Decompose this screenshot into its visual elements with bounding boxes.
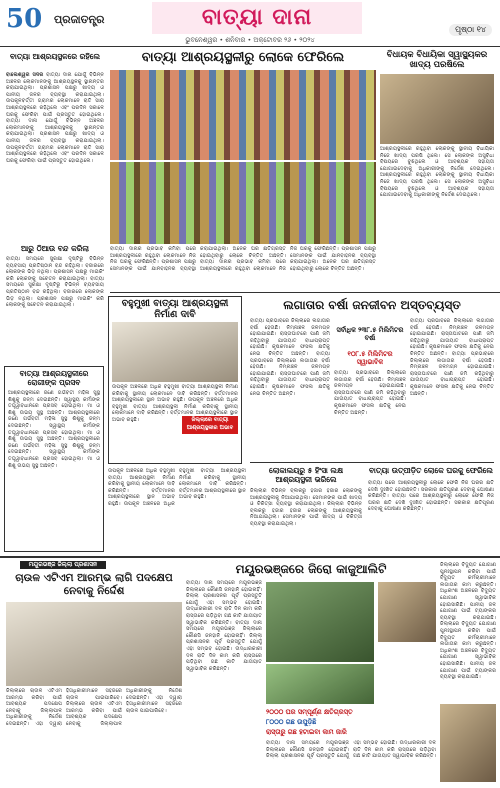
- lead-text-cont: ବାତ୍ୟା ଦାନାର ପ୍ରଭାବ କମିବା ପରେ ଆଶ୍ରୟସ୍ଥଳୀରେ ରହୁଥିବା ଲୋକମାନେ ନିଜ ନିଜ ଘରକୁ ଫେରିଛନ୍ତି। ପ୍ରଶାସନ ପକ୍ଷରୁ ସେମାନଙ୍କ ପାଇଁ ଯାନବାହନର ବ୍ୟବସ୍ଥା କରାଯାଇଥିଲା। ଅନେକ ଘର କ୍ଷତିଗ୍ରସ୍ତ ହୋଇଥିବାରୁ ଲୋକେ ଚିନ୍ତିତ ଅଛନ୍ତି।: [200, 246, 376, 272]
- rain-text-cont: ବାତ୍ୟା ପ୍ରଭାବରେ ଜିଲ୍ଲାରେ ଲଗାତାର ବର୍ଷା ହେଉଛି। ନିମ୍ନାଞ୍ଚଳ ଜଳମଗ୍ନ ହୋଇଯାଇଛି। ରାସ୍ତାଘାଟରେ ପାଣି ଜମି ରହିଥିବାରୁ ଯାତାୟାତ ବାଧାପ୍ରାପ୍ତ ହୋଇଛି। କୃଷକମାନେ ଫସଲ କ୍ଷତିକୁ ନେଇ ଚିନ୍ତିତ ଅଛନ୍ତି।: [250, 350, 330, 397]
- rain-text: ବାତ୍ୟା ପ୍ରଭାବରେ ଜିଲ୍ଲାରେ ଲଗାତାର ବର୍ଷା ହେଉଛି। ନିମ୍ନାଞ୍ଚଳ ଜଳମଗ୍ନ ହୋଇଯାଇଛି। ରାସ୍ତାଘାଟରେ ପାଣି ଜମି ରହିଥିବାରୁ ଯାତାୟାତ ବାଧାପ୍ରାପ୍ତ ହୋଇଛି। କୃଷକମାନେ ଫସଲ କ୍ଷତିକୁ ନେଇ ଚିନ୍ତିତ ଅଛନ୍ତି।: [250, 318, 330, 357]
- page-number: ପୃଷ୍ଠା ୧୪: [449, 24, 492, 36]
- bottom-lead-headline: ମୟୂରଭଞ୍ଜରେ ଜିରୋ କାଜୁଆଲିଟି: [235, 562, 387, 576]
- right-col-text-cont: ଜିଲ୍ଲାରେ ବିଦ୍ୟୁତ ଯୋଗାଣ ପୁନଃସ୍ଥାପନ କରିବା ପାଇଁ ବିଦ୍ୟୁତ କର୍ମଚାରୀମାନେ ଲଗାତାର କାମ କରୁଛନ୍ତି। ଅଧିକାଂଶ ଅଞ୍ଚଳରେ ବିଦ୍ୟୁତ ଯୋଗାଣ ସ୍ୱାଭାବିକ ହୋଇସାରିଛି। ପାନୀୟ ଜଳ ଯୋଗାଣ ପାଇଁ ଟ୍ୟାଙ୍କର ବ୍ୟବସ୍ଥା କରାଯାଇଛି।: [440, 621, 496, 681]
- shelter2-text-cont: ଜିଲ୍ଲାର ବିଭିନ୍ନ ବ୍ଲକରୁ ହଜାର ହଜାର ଲୋକଙ୍କୁ ଆଶ୍ରୟସ୍ଥଳୀକୁ ନିଆଯାଇଥିଲା। ସେମାନଙ୍କ ପାଇଁ ଖାଦ୍ୟ ଓ ଚିକିତ୍ସା ବ୍ୟବସ୍ଥା କରାଯାଇଥିଲା।: [250, 501, 362, 527]
- masthead: [0, 0, 500, 44]
- rain-headline: ଲଗାତାର ବର୍ଷା ଜନଜୀବନ ଅସ୍ତବ୍ୟସ୍ତ: [283, 298, 461, 312]
- bottom-lead-photo-3: [378, 582, 436, 642]
- left-mid-text: ବାତ୍ୟା ସମୟରେ ସୁରକ୍ଷା ଦୃଷ୍ଟିରୁ ବିଭିନ୍ନ ବ୍ୟବସାୟ ପ୍ରତିଷ୍ଠାନ ବନ୍ଦ ରହିଥିଲା। ବଜାରରେ ଲୋକଙ୍କ ଭିଡ଼ ନଥିଲା। ପ୍ରଶାସନ ପକ୍ଷରୁ ମାଇକିଂ କରି ଲୋକଙ୍କୁ ସଚେତନ କରାଯାଇଥିଲା।: [6, 256, 104, 282]
- section-title: ବାତ୍ୟା ଦାନା: [201, 5, 313, 30]
- return-headline: ବାତ୍ୟା ଉତ୍ପୀଡ଼ିତ ଲୋକେ ଘରକୁ ଫେରିଲେ: [369, 466, 493, 475]
- section-banner: [152, 2, 362, 34]
- left-mid-body: [6, 256, 104, 364]
- shelter2-headline: ଲୋକାଲୟରୁ ୫ ହିଂସା ଲକ୍ଷ ଆଶ୍ରୟସ୍ଥଳୀ ଭରିଲେ: [268, 466, 344, 484]
- row-rule: [110, 292, 500, 293]
- bottom-lead-photo-2: [266, 664, 374, 704]
- bottom-lead-col2: [266, 740, 436, 782]
- rain-rule: [250, 462, 494, 463]
- lead-text: ବାତ୍ୟା ଦାନାର ପ୍ରଭାବ କମିବା ପରେ ଆଶ୍ରୟସ୍ଥଳୀରେ ରହୁଥିବା ଲୋକମାନେ ନିଜ ନିଜ ଘରକୁ ଫେରିଛନ୍ତି। ପ୍ରଶାସନ ପକ୍ଷରୁ ସେମାନଙ୍କ ପାଇଁ ଯାନବାହନର ବ୍ୟବସ୍ଥା କରାଯାଇଥିଲା। ଅନେକ ଘର କ୍ଷତିଗ୍ରସ୍ତ ହୋଇଥିବାରୁ ଲୋକେ ଚିନ୍ତିତ ଅଛନ୍ତି।: [110, 246, 286, 272]
- right-col-body: [440, 562, 496, 702]
- right-col-text: ଜିଲ୍ଲାରେ ବିଦ୍ୟୁତ ଯୋଗାଣ ପୁନଃସ୍ଥାପନ କରିବା ପାଇଁ ବିଦ୍ୟୁତ କର୍ମଚାରୀମାନେ ଲଗାତାର କାମ କରୁଛନ୍ତି। ଅଧିକାଂଶ ଅଞ୍ଚଳରେ ବିଦ୍ୟୁତ ଯୋଗାଣ ସ୍ୱାଭାବିକ ହୋଇସାରିଛି। ପାନୀୟ ଜଳ ଯୋଗାଣ ପାଇଁ ଟ୍ୟାଙ୍କର ବ୍ୟବସ୍ଥା କରାଯାଇଛି।: [440, 562, 496, 621]
- right-top-text-cont: ଆଶ୍ରୟସ୍ଥଳୀରେ ରହୁଥିବା ଲୋକଙ୍କୁ ସ୍ଥାନୀୟ ବିଧାୟିକା ନିଜେ ଖାଦ୍ୟ ପରଷି ଥିଲେ। ସେ ଲୋକଙ୍କ ଅସୁବିଧା ବିଷୟରେ ବୁଝିଥିଲେ ଓ ଆବଶ୍ୟକ ସହାୟତା ଯୋଗାଇଦେବାକୁ ଅଧିକାରୀଙ୍କୁ ନିର୍ଦ୍ଦେଶ ଦେଇଥିଲେ।: [380, 172, 494, 199]
- rain-body-col1: [250, 318, 330, 458]
- right-top-body: [380, 146, 494, 290]
- bottom-bullet-1: ୨୦୦୦ ଘର ସମ୍ପୂର୍ଣ୍ଣ କ୍ଷତିଗ୍ରସ୍ତ: [266, 708, 353, 716]
- return-text-cont: ବାତ୍ୟା ପରେ ଆଶ୍ରୟସ୍ଥଳୀରୁ ଲୋକେ ଫେରି ନିଜ ଘରର କ୍ଷତି ଦେଖି ଦୁଃଖିତ ହୋଇଛନ୍ତି। ସରକାର କ୍ଷତିପୂରଣ ଦେବାକୁ ଘୋଷଣା କରିଛନ୍ତି।: [368, 493, 494, 513]
- left-box-text-cont: ଆଶ୍ରୟସ୍ଥଳୀରେ ଜଣେ ଗର୍ଭବତୀ ମହିଳା ସୁସ୍ଥ ଶିଶୁକୁ ଜନ୍ମ ଦେଇଛନ୍ତି। ସ୍ୱାସ୍ଥ୍ୟ କର୍ମୀଙ୍କ ତତ୍ତ୍ୱାବଧାନରେ ପ୍ରସବ ହୋଇଥିଲା। ମା ଓ ଶିଶୁ ଉଭୟ ସୁସ୍ଥ ଅଛନ୍ତି।: [8, 409, 100, 443]
- meeting-text-cont: ଜିଲ୍ଲାରେ ଚାଉଳ ଏଟିଏମ ଆରମ୍ଭ କରିବା ପାଇଁ ଆବଶ୍ୟକ ପଦକ୍ଷେପ ନେବାକୁ ଜିଲ୍ଲାପାଳ ଅଧିକାରୀଙ୍କୁ ନିର୍ଦ୍ଦେଶ ଦେଇଛନ୍ତି। ଏହା ଦ୍ୱାରା ହିତାଧିକାରୀମାନେ ସହଜରେ ଚାଉଳ ପାଇପାରିବେ।: [66, 688, 182, 727]
- meeting-kicker: ମୟୂରଭଞ୍ଜ ଜିଲ୍ଲା ପ୍ରଶାସନ: [20, 561, 106, 569]
- shelter2-text: ଜିଲ୍ଲାର ବିଭିନ୍ନ ବ୍ଲକରୁ ହଜାର ହଜାର ଲୋକଙ୍କୁ ଆଶ୍ରୟସ୍ଥଳୀକୁ ନିଆଯାଇଥିଲା। ସେମାନଙ୍କ ପାଇଁ ଖାଦ୍ୟ ଓ ଚିକିତ୍ସା ବ୍ୟବସ୍ଥା କରାଯାଇଥିଲା।: [250, 488, 362, 508]
- lead-photo-group: [110, 162, 376, 244]
- rain-sub2: ୧୦୮.୫ ମିଲିମିଟର ସ୍ୱାଭାବିକ: [347, 350, 393, 366]
- bottom-lead-col1: [186, 580, 262, 782]
- rain-text-3: ବାତ୍ୟା ପ୍ରଭାବରେ ଜିଲ୍ଲାରେ ଲଗାତାର ବର୍ଷା ହେଉଛି। ନିମ୍ନାଞ୍ଚଳ ଜଳମଗ୍ନ ହୋଇଯାଇଛି। ରାସ୍ତାଘାଟରେ ପାଣି ଜମି ରହିଥିବାରୁ ଯାତାୟାତ ବାଧାପ୍ରାପ୍ତ ହୋଇଛି। କୃଷକମାନେ ଫସଲ କ୍ଷତିକୁ ନେଇ ଚିନ୍ତିତ ଅଛନ୍ତି।: [410, 318, 494, 357]
- rain-body-col3: [410, 318, 494, 458]
- rain-sub1: ସର୍ବାଧିକ ୨୩୮.୫ ମିଲିମିଟର ବର୍ଷା: [336, 326, 404, 342]
- left-box-text: ଆଶ୍ରୟସ୍ଥଳୀରେ ଜଣେ ଗର୍ଭବତୀ ମହିଳା ସୁସ୍ଥ ଶିଶୁକୁ ଜନ୍ମ ଦେଇଛନ୍ତି। ସ୍ୱାସ୍ଥ୍ୟ କର୍ମୀଙ୍କ ତତ୍ତ୍ୱାବଧାନରେ ପ୍ରସବ ହୋଇଥିଲା। ମା ଓ ଶିଶୁ ଉଭୟ ସୁସ୍ଥ ଅଛନ୍ତି।: [8, 390, 100, 416]
- right-top-photo: [380, 74, 494, 144]
- demand-text-cont: ଉପକୂଳ ଅଞ୍ଚଳରେ ଅଧିକ ବହୁମୁଖୀ ବାତ୍ୟା ଆଶ୍ରୟସ୍ଥଳୀ ନିର୍ମାଣ କରିବାକୁ ସ୍ଥାନୀୟ ଲୋକମାନେ ଦାବି କରିଛନ୍ତି। ବର୍ତ୍ତମାନର ଆଶ୍ରୟସ୍ଥଳୀରେ ସ୍ଥାନ ଅଭାବ ରହୁଛି।: [112, 397, 238, 423]
- left-top-body: [6, 72, 104, 242]
- bottom-lead-text: ବାତ୍ୟା ଦାନା ସମୟରେ ମୟୂରଭଞ୍ଜ ଜିଲ୍ଲାରେ କୌଣସି ଜନହାନି ହୋଇନାହିଁ। ଜିଲ୍ଲା ପ୍ରଶାସନର ପୂର୍ବ ପ୍ରସ୍ତୁତି ଯୋଗୁଁ ଏହା ସମ୍ଭବ ହୋଇଛି। ଉଦ୍ଧାରକାରୀ ଦଳ ରାତି ଦିନ କାମ କରି ରାସ୍ତାରେ ପଡ଼ିଥିବା ଗଛ କାଟି ଯାତାୟାତ ସ୍ୱାଭାବିକ କରିଛନ୍ତି।: [186, 580, 262, 626]
- meeting-photo: [6, 602, 182, 686]
- lead-body: [110, 246, 376, 290]
- right-top-headline: ବିଧାୟକ ବିଧାୟିକା ସ୍ୱାସ୍ଥ୍ୟକର ଖାଦ୍ୟ ପରଷିଲେ: [386, 50, 488, 70]
- demand-continued: [108, 468, 246, 552]
- left-box-text-cont2: ଆଶ୍ରୟସ୍ଥଳୀରେ ଜଣେ ଗର୍ଭବତୀ ମହିଳା ସୁସ୍ଥ ଶିଶୁକୁ ଜନ୍ମ ଦେଇଛନ୍ତି। ସ୍ୱାସ୍ଥ୍ୟ କର୍ମୀଙ୍କ ତତ୍ତ୍ୱାବଧାନରେ ପ୍ରସବ ହୋଇଥିଲା। ମା ଓ ଶିଶୁ ଉଭୟ ସୁସ୍ଥ ଅଛନ୍ତି।: [8, 436, 100, 469]
- bottom-bullet-2: ୮୦୦୦ ଗଛ ଉପୁଡ଼ିଛି: [266, 718, 317, 726]
- left-top-text-cont: ବାତ୍ୟା ଦାନା ଯୋଗୁଁ ବିଭିନ୍ନ ଅଞ୍ଚଳର ଲୋକମାନଙ୍କୁ ଆଶ୍ରୟସ୍ଥଳକୁ ସ୍ଥାନାନ୍ତର କରାଯାଇଥିଲା। ପ୍ରଶାସନ ପକ୍ଷରୁ ଖାଦ୍ୟ ଓ ପାନୀୟ ଜଳର ବ୍ୟବସ୍ଥା କରାଯାଇଥିଲା। ଉପକୂଳବର୍ତ୍ତୀ ଗ୍ରାମର ଲୋକମାନେ ରାତି ସାରା ଆଶ୍ରୟସ୍ଥଳରେ ରହିଥିଲେ ଏବଂ ପରଦିନ ସକାଳେ ଘରକୁ ଫେରିବା ପାଇଁ ପ୍ରସ୍ତୁତ ହୋଇଥିଲେ।: [6, 118, 104, 164]
- dateline: ଭୁବନେଶ୍ୱର • ଶନିବାର • ଅକ୍ଟୋବର ୨୬ • ୨୦୨୪: [185, 36, 315, 44]
- bottom-lead-photo-1: [266, 582, 374, 662]
- return-body: [368, 480, 494, 552]
- demand-cont-text-2: ଉପକୂଳ ଅଞ୍ଚଳରେ ଅଧିକ ବହୁମୁଖୀ ବାତ୍ୟା ଆଶ୍ରୟସ୍ଥଳୀ ନିର୍ମାଣ କରିବାକୁ ସ୍ଥାନୀୟ ଲୋକମାନେ ଦାବି କରିଛନ୍ତି। ବର୍ତ୍ତମାନର ଆଶ୍ରୟସ୍ଥଳୀରେ ସ୍ଥାନ ଅଭାବ ରହୁଛି।: [123, 468, 246, 507]
- left-mid-text-cont: ବାତ୍ୟା ସମୟରେ ସୁରକ୍ଷା ଦୃଷ୍ଟିରୁ ବିଭିନ୍ନ ବ୍ୟବସାୟ ପ୍ରତିଷ୍ଠାନ ବନ୍ଦ ରହିଥିଲା। ବଜାରରେ ଲୋକଙ୍କ ଭିଡ଼ ନଥିଲା। ପ୍ରଶାସନ ପକ୍ଷରୁ ମାଇକିଂ କରି ଲୋକଙ୍କୁ ସଚେତନ କରାଯାଇଥିଲା।: [6, 275, 104, 309]
- left-mid-headline: ଆରୁ ଠିଆଉ ବନ୍ଦ କରିଲା: [21, 244, 89, 253]
- left-box-body: [8, 390, 100, 548]
- bottom-bullet-3: ରାସ୍ତାରୁ ଗଛ ହଟାଇବା କାମ ଜାରି: [266, 728, 347, 736]
- right-col-photo: [440, 704, 496, 782]
- section-rule: [0, 556, 500, 558]
- anniversary-logo: 50: [6, 4, 43, 34]
- rain-body-col2: [334, 370, 406, 458]
- left-top-kicker: ବାଲେଶ୍ୱର ସଦର: [6, 72, 44, 78]
- meeting-body: [6, 688, 182, 782]
- shelter2-body: [250, 488, 362, 552]
- demand-photo: [112, 322, 238, 382]
- demand-headline: ବହୁମୁଖୀ ବାତ୍ୟା ଆଶ୍ରୟସ୍ଥଳୀ ନିର୍ମାଣ ଦାବି: [121, 298, 229, 320]
- demand-cont-text: ଉପକୂଳ ଅଞ୍ଚଳରେ ଅଧିକ ବହୁମୁଖୀ ବାତ୍ୟା ଆଶ୍ରୟସ୍ଥଳୀ ନିର୍ମାଣ କରିବାକୁ ସ୍ଥାନୀୟ ଲୋକମାନେ ଦାବି କରିଛନ୍ତି। ବର୍ତ୍ତମାନର ଆଶ୍ରୟସ୍ଥଳୀରେ ସ୍ଥାନ ଅଭାବ ରହୁଛି।: [108, 468, 175, 507]
- left-top-headline: ବାତ୍ୟା ଆଶ୍ରୟସ୍ଥଳରେ ରହିଲେ: [10, 52, 100, 61]
- demand-highlight: ଜିଲ୍ଲାରେ ବାତ୍ୟା ଆଶ୍ରୟସ୍ଥଳୀର ଅଭାବ: [182, 416, 238, 434]
- right-top-text: ଆଶ୍ରୟସ୍ଥଳୀରେ ରହୁଥିବା ଲୋକଙ୍କୁ ସ୍ଥାନୀୟ ବିଧାୟିକା ନିଜେ ଖାଦ୍ୟ ପରଷି ଥିଲେ। ସେ ଲୋକଙ୍କ ଅସୁବିଧା ବିଷୟରେ ବୁଝିଥିଲେ ଓ ଆବଶ୍ୟକ ସହାୟତା ଯୋଗାଇଦେବାକୁ ଅଧିକାରୀଙ୍କୁ ନିର୍ଦ୍ଦେଶ ଦେଇଥିଲେ।: [380, 146, 494, 172]
- lead-photo-crowd: [110, 70, 376, 160]
- return-text: ବାତ୍ୟା ପରେ ଆଶ୍ରୟସ୍ଥଳୀରୁ ଲୋକେ ଫେରି ନିଜ ଘରର କ୍ଷତି ଦେଖି ଦୁଃଖିତ ହୋଇଛନ୍ତି। ସରକାର କ୍ଷତିପୂରଣ ଦେବାକୁ ଘୋଷଣା କରିଛନ୍ତି।: [368, 480, 494, 500]
- meeting-headline: ଚାଉଳ ଏଟିଏମ ଆରମ୍ଭ ଲାଗି ପଦକ୍ଷେପ ନେବାକୁ ନିର୍ଦ୍ଦେଶ: [15, 572, 173, 597]
- rain-text-2: ବାତ୍ୟା ପ୍ରଭାବରେ ଜିଲ୍ଲାରେ ଲଗାତାର ବର୍ଷା ହେଉଛି। ନିମ୍ନାଞ୍ଚଳ ଜଳମଗ୍ନ ହୋଇଯାଇଛି। ରାସ୍ତାଘାଟରେ ପାଣି ଜମି ରହିଥିବାରୁ ଯାତାୟାତ ବାଧାପ୍ରାପ୍ତ ହୋଇଛି। କୃଷକମାନେ ଫସଲ କ୍ଷତିକୁ ନେଇ ଚିନ୍ତିତ ଅଛନ୍ତି।: [334, 370, 406, 416]
- bottom-lead-text-cont: ବାତ୍ୟା ଦାନା ସମୟରେ ମୟୂରଭଞ୍ଜ ଜିଲ୍ଲାରେ କୌଣସି ଜନହାନି ହୋଇନାହିଁ। ଜିଲ୍ଲା ପ୍ରଶାସନର ପୂର୍ବ ପ୍ରସ୍ତୁତି ଯୋଗୁଁ ଏହା ସମ୍ଭବ ହୋଇଛି। ଉଦ୍ଧାରକାରୀ ଦଳ ରାତି ଦିନ କାମ କରି ରାସ୍ତାରେ ପଡ଼ିଥିବା ଗଛ କାଟି ଯାତାୟାତ ସ୍ୱାଭାବିକ କରିଛନ୍ତି।: [186, 619, 262, 672]
- rain-text-3-cont: ବାତ୍ୟା ପ୍ରଭାବରେ ଜିଲ୍ଲାରେ ଲଗାତାର ବର୍ଷା ହେଉଛି। ନିମ୍ନାଞ୍ଚଳ ଜଳମଗ୍ନ ହୋଇଯାଇଛି। ରାସ୍ତାଘାଟରେ ପାଣି ଜମି ରହିଥିବାରୁ ଯାତାୟାତ ବାଧାପ୍ରାପ୍ତ ହୋଇଛି। କୃଷକମାନେ ଫସଲ କ୍ଷତିକୁ ନେଇ ଚିନ୍ତିତ ଅଛନ୍ତି।: [410, 350, 494, 397]
- demand-text: ଉପକୂଳ ଅଞ୍ଚଳରେ ଅଧିକ ବହୁମୁଖୀ ବାତ୍ୟା ଆଶ୍ରୟସ୍ଥଳୀ ନିର୍ମାଣ କରିବାକୁ ସ୍ଥାନୀୟ ଲୋକମାନେ ଦାବି କରିଛନ୍ତି। ବର୍ତ୍ତମାନର ଆଶ୍ରୟସ୍ଥଳୀରେ ସ୍ଥାନ ଅଭାବ ରହୁଛି।: [112, 384, 238, 404]
- lead-headline: ବାତ୍ୟା ଆଶ୍ରୟସ୍ଥଳୀରୁ ଲୋକେ ଫେରିଲେ: [141, 50, 345, 65]
- masthead-rule: [0, 46, 500, 47]
- paper-name: ପ୍ରଜାତନ୍ତ୍ର: [54, 13, 105, 26]
- left-box-headline: ବାତ୍ୟା ଆଶ୍ରୟସ୍ଥଳୀରେ ରୋଗୀଙ୍କ ପ୍ରସବ: [19, 369, 89, 387]
- left-top-text: ବାତ୍ୟା ଦାନା ଯୋଗୁଁ ବିଭିନ୍ନ ଅଞ୍ଚଳର ଲୋକମାନଙ୍କୁ ଆଶ୍ରୟସ୍ଥଳକୁ ସ୍ଥାନାନ୍ତର କରାଯାଇଥିଲା। ପ୍ରଶାସନ ପକ୍ଷରୁ ଖାଦ୍ୟ ଓ ପାନୀୟ ଜଳର ବ୍ୟବସ୍ଥା କରାଯାଇଥିଲା। ଉପକୂଳବର୍ତ୍ତୀ ଗ୍ରାମର ଲୋକମାନେ ରାତି ସାରା ଆଶ୍ରୟସ୍ଥଳରେ ରହିଥିଲେ ଏବଂ ପରଦିନ ସକାଳେ ଘରକୁ ଫେରିବା ପାଇଁ ପ୍ରସ୍ତୁତ ହୋଇଥିଲେ।: [6, 72, 104, 118]
- meeting-text: ଜିଲ୍ଲାରେ ଚାଉଳ ଏଟିଏମ ଆରମ୍ଭ କରିବା ପାଇଁ ଆବଶ୍ୟକ ପଦକ୍ଷେପ ନେବାକୁ ଜିଲ୍ଲାପାଳ ଅଧିକାରୀଙ୍କୁ ନିର୍ଦ୍ଦେଶ ଦେଇଛନ୍ତି। ଏହା ଦ୍ୱାରା ହିତାଧିକାରୀମାନେ ସହଜରେ ଚାଉଳ ପାଇପାରିବେ।: [6, 688, 122, 727]
- bottom-lead-text-2: ବାତ୍ୟା ଦାନା ସମୟରେ ମୟୂରଭଞ୍ଜ ଜିଲ୍ଲାରେ କୌଣସି ଜନହାନି ହୋଇନାହିଁ। ଜିଲ୍ଲା ପ୍ରଶାସନର ପୂର୍ବ ପ୍ରସ୍ତୁତି ଯୋଗୁଁ ଏହା ସମ୍ଭବ ହୋଇଛି। ଉଦ୍ଧାରକାରୀ ଦଳ ରାତି ଦିନ କାମ କରି ରାସ୍ତାରେ ପଡ଼ିଥିବା ଗଛ କାଟି ଯାତାୟାତ ସ୍ୱାଭାବିକ କରିଛନ୍ତି।: [266, 740, 436, 760]
